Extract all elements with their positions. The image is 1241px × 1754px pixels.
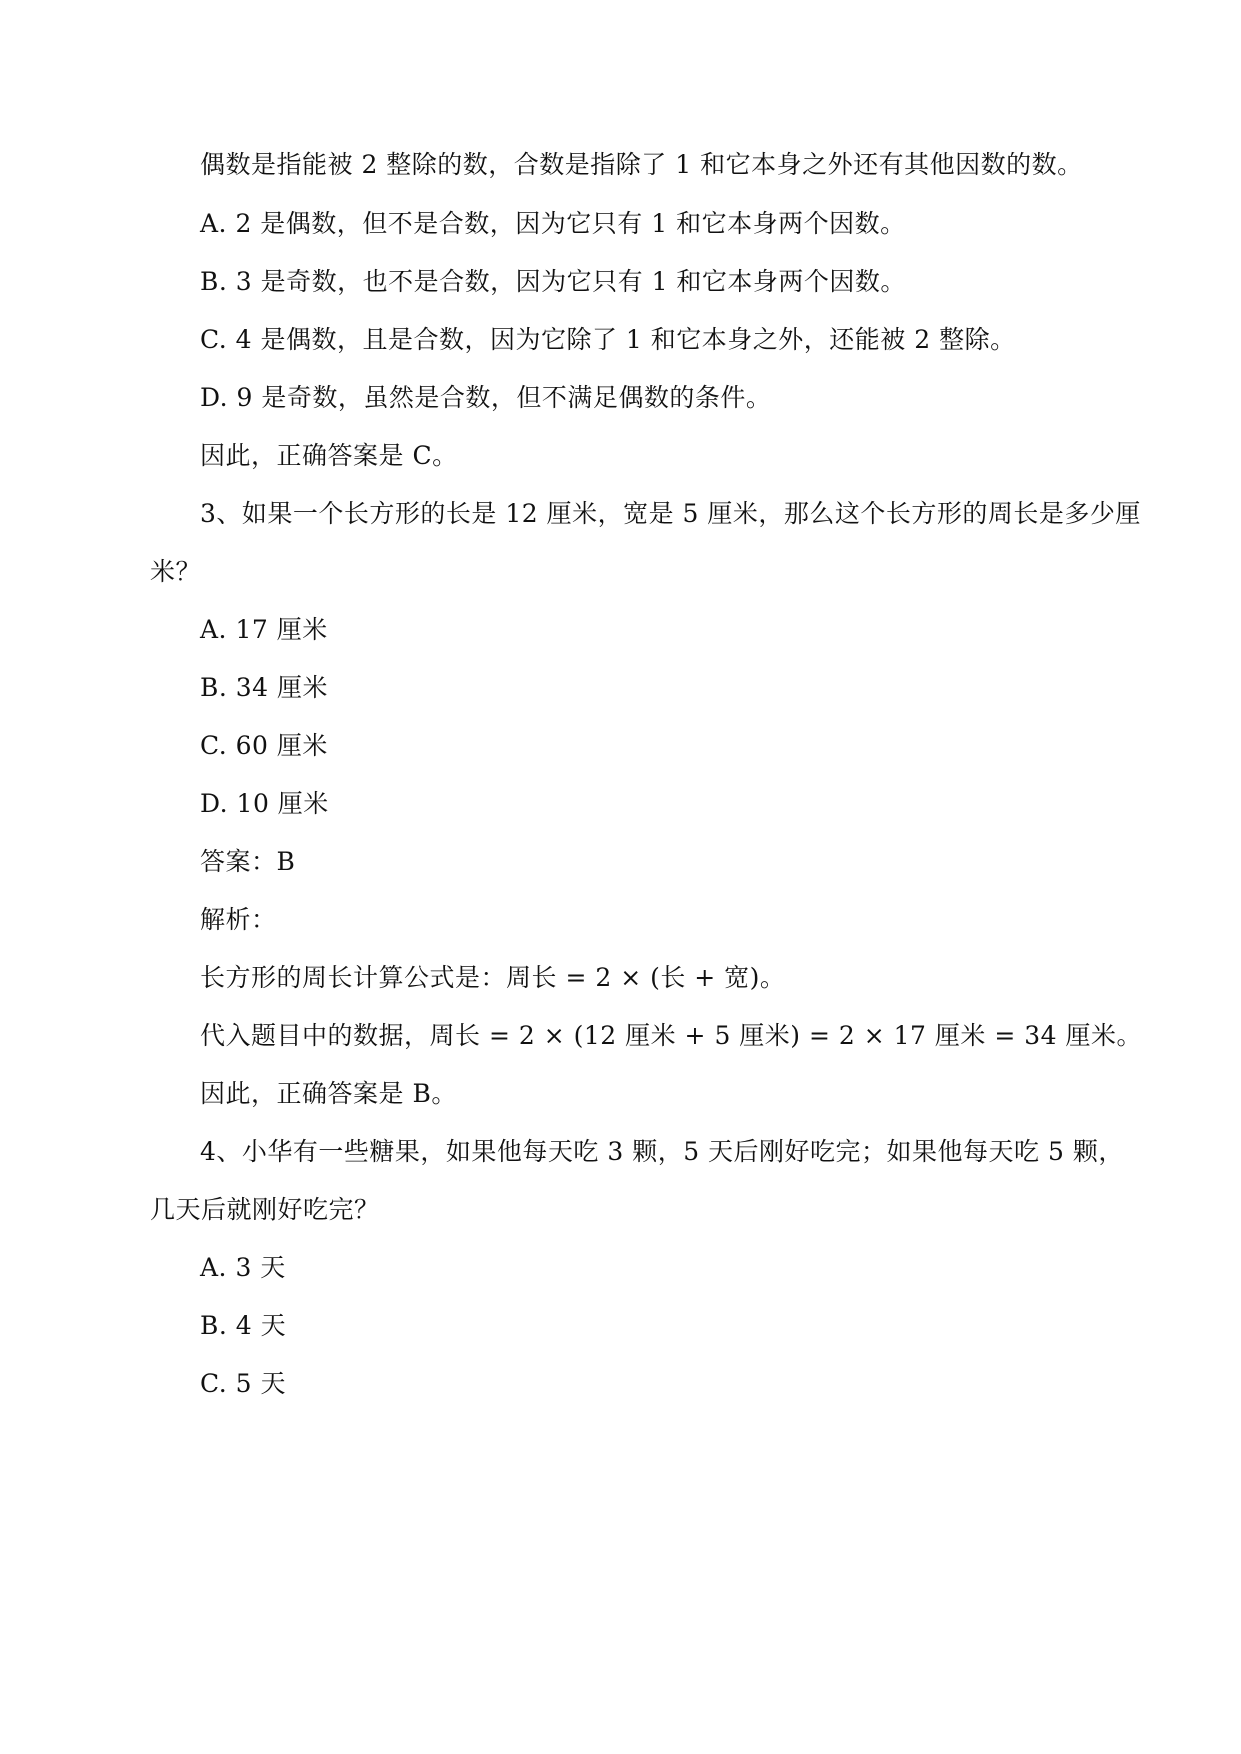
q4-question-continued: 几天后就刚好吃完？ — [150, 1195, 380, 1224]
q4-option-c: C. 5 天 — [200, 1369, 286, 1398]
q3-question: 3、如果一个长方形的长是 12 厘米，宽是 5 厘米，那么这个长方形的周长是多少厘 — [200, 499, 1141, 528]
q3-option-a: A. 17 厘米 — [200, 615, 328, 644]
q4-option-b: B. 4 天 — [200, 1311, 287, 1340]
q3-analysis-heading: 解析： — [200, 905, 277, 934]
q3-calculation: 代入题目中的数据，周长 = 2 × (12 厘米 + 5 厘米) = 2 × 17 厘米 = 34 厘米。 — [200, 1021, 1142, 1050]
q3-option-b: B. 34 厘米 — [200, 673, 329, 702]
q2-conclusion: 因此，正确答案是 C。 — [200, 441, 458, 470]
explanation-option-b: B. 3 是奇数，也不是合数，因为它只有 1 和它本身两个因数。 — [200, 267, 906, 296]
q3-question-continued: 米？ — [150, 557, 202, 586]
explanation-option-d: D. 9 是奇数，虽然是合数，但不满足偶数的条件。 — [200, 383, 772, 412]
q3-option-d: D. 10 厘米 — [200, 789, 329, 818]
q4-option-a: A. 3 天 — [200, 1253, 286, 1282]
definition-text: 偶数是指能被 2 整除的数，合数是指除了 1 和它本身之外还有其他因数的数。 — [200, 150, 1083, 179]
q3-conclusion: 因此，正确答案是 B。 — [200, 1079, 457, 1108]
explanation-option-c: C. 4 是偶数，且是合数，因为它除了 1 和它本身之外，还能被 2 整除。 — [200, 325, 1016, 354]
q3-answer: 答案：B — [200, 847, 296, 876]
q4-question: 4、小华有一些糖果，如果他每天吃 3 颗，5 天后刚好吃完；如果他每天吃 5 颗， — [200, 1137, 1124, 1166]
q3-formula: 长方形的周长计算公式是：周长 = 2 × (长 + 宽)。 — [200, 963, 786, 992]
q3-option-c: C. 60 厘米 — [200, 731, 328, 760]
explanation-option-a: A. 2 是偶数，但不是合数，因为它只有 1 和它本身两个因数。 — [200, 209, 906, 238]
